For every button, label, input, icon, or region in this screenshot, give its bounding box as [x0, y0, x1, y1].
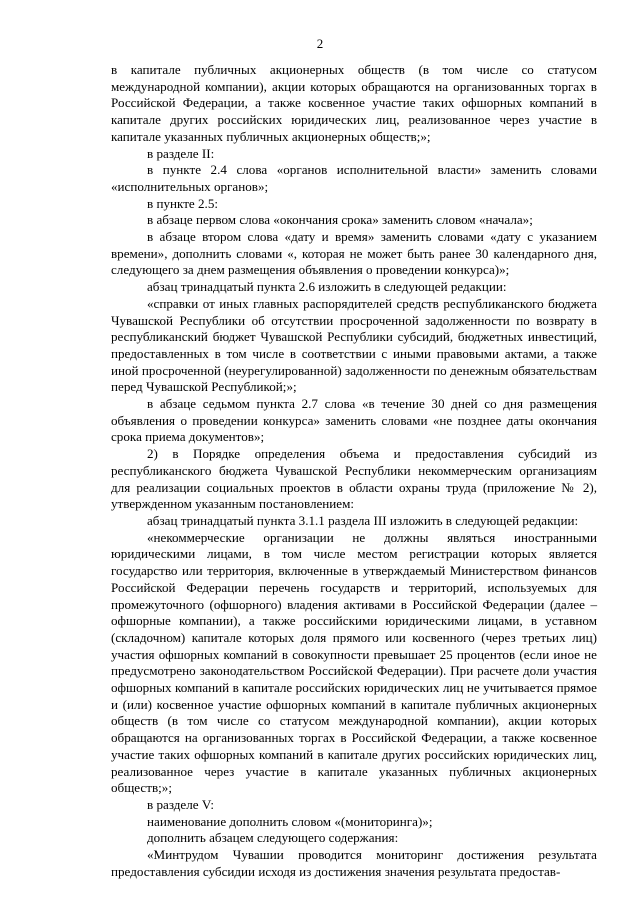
paragraph: абзац тринадцатый пункта 3.1.1 раздела III изложить в следующей редакции: — [147, 512, 579, 528]
paragraph: «справки от иных главных распорядителей средств республиканского бюджета Чувашской Республики об отсутствии просроченной задолженности по возврату в республиканский бюджет Чувашской Республики субсидий, бюджетных инвестиций, предоставленных в том числе в соответствии с иными правовыми актами, а также иной просроченной (неурегулированной) задолженности по денежным обязательствам перед Чувашской Республикой;»; — [111, 295, 597, 395]
paragraph: в разделе V: — [147, 796, 214, 812]
paragraph: 2) в Порядке определения объема и предоставления субсидий из республиканского бюджета Чувашской Республики некоммерческим организациям для реализации социальных проектов в области охраны труда (приложение № 2), утвержденном указанным постановлением: — [111, 446, 597, 512]
document-body — [111, 62, 597, 880]
paragraph: в абзаце седьмом пункта 2.7 слова «в течение 30 дней со дня размещения объявления о проведении конкурса» заменить словами «не позднее даты окончания срока приема документов»; — [111, 396, 597, 445]
paragraph: в абзаце втором слова «дату и время» заменить словами «дату с указанием времени», дополнить словами «, которая не может быть ранее 30 календарного дня, следующего за днем размещения объявления о проведении конкурса)»; — [111, 229, 597, 278]
paragraph: абзац тринадцатый пункта 2.6 изложить в следующей редакции: — [147, 279, 507, 295]
paragraph: «некоммерческие организации не должны являться иностранными юридическими лицами, в том числе местом регистрации которых является государство или территория, включенные в утверждаемый Министерством финансов Российской Федерации перечень государств и территорий, используемых для промежуточного (офшорного) владения активами в Российской Федерации (далее – офшорные компании), а также российскими юридическими лицами, в уставном (складочном) капитале которых доля прямого или косвенного (через третьих лиц) участия офшорных компаний в совокупности превышает 25 процентов (если иное не предусмотрено законодательством Российской Федерации). При расчете доли участия офшорных компаний в капитале российских юридических лиц не учитывается прямое и (или) косвенное участие офшорных компаний в капитале публичных акционерных обществ (в том числе со статусом международной компании), акции которых обращаются на организованных торгах в Российской Федерации, а также косвенное участие таких офшорных компаний в капитале других российских юридических лиц, реализованное через участие в капитале указанных публичных акционерных обществ;»; — [111, 529, 597, 796]
paragraph: «Минтрудом Чувашии проводится мониторинг достижения результата предоставления субсидии исходя из достижения значения результата предостав- — [111, 847, 597, 879]
paragraph: в абзаце первом слова «окончания срока» заменить словом «начала»; — [147, 212, 533, 228]
paragraph: наименование дополнить словом «(мониторинга)»; — [147, 813, 433, 829]
page-number: 2 — [316, 36, 324, 51]
paragraph: дополнить абзацем следующего содержания: — [147, 830, 399, 846]
paragraph: в капитале публичных акционерных обществ (в том числе со статусом международной компании), акции которых обращаются на организованных торгах в Российской Федерации, а также косвенное участие таких офшорных компаний в капитале других российских юридических лиц, реализованное через участие в капитале указанных публичных акционерных обществ;»; — [111, 62, 597, 144]
paragraph: в разделе II: — [147, 145, 215, 161]
paragraph: в пункте 2.4 слова «органов исполнительной власти» заменить словами «исполнительных органов»; — [111, 162, 597, 194]
paragraph: в пункте 2.5: — [147, 195, 219, 211]
